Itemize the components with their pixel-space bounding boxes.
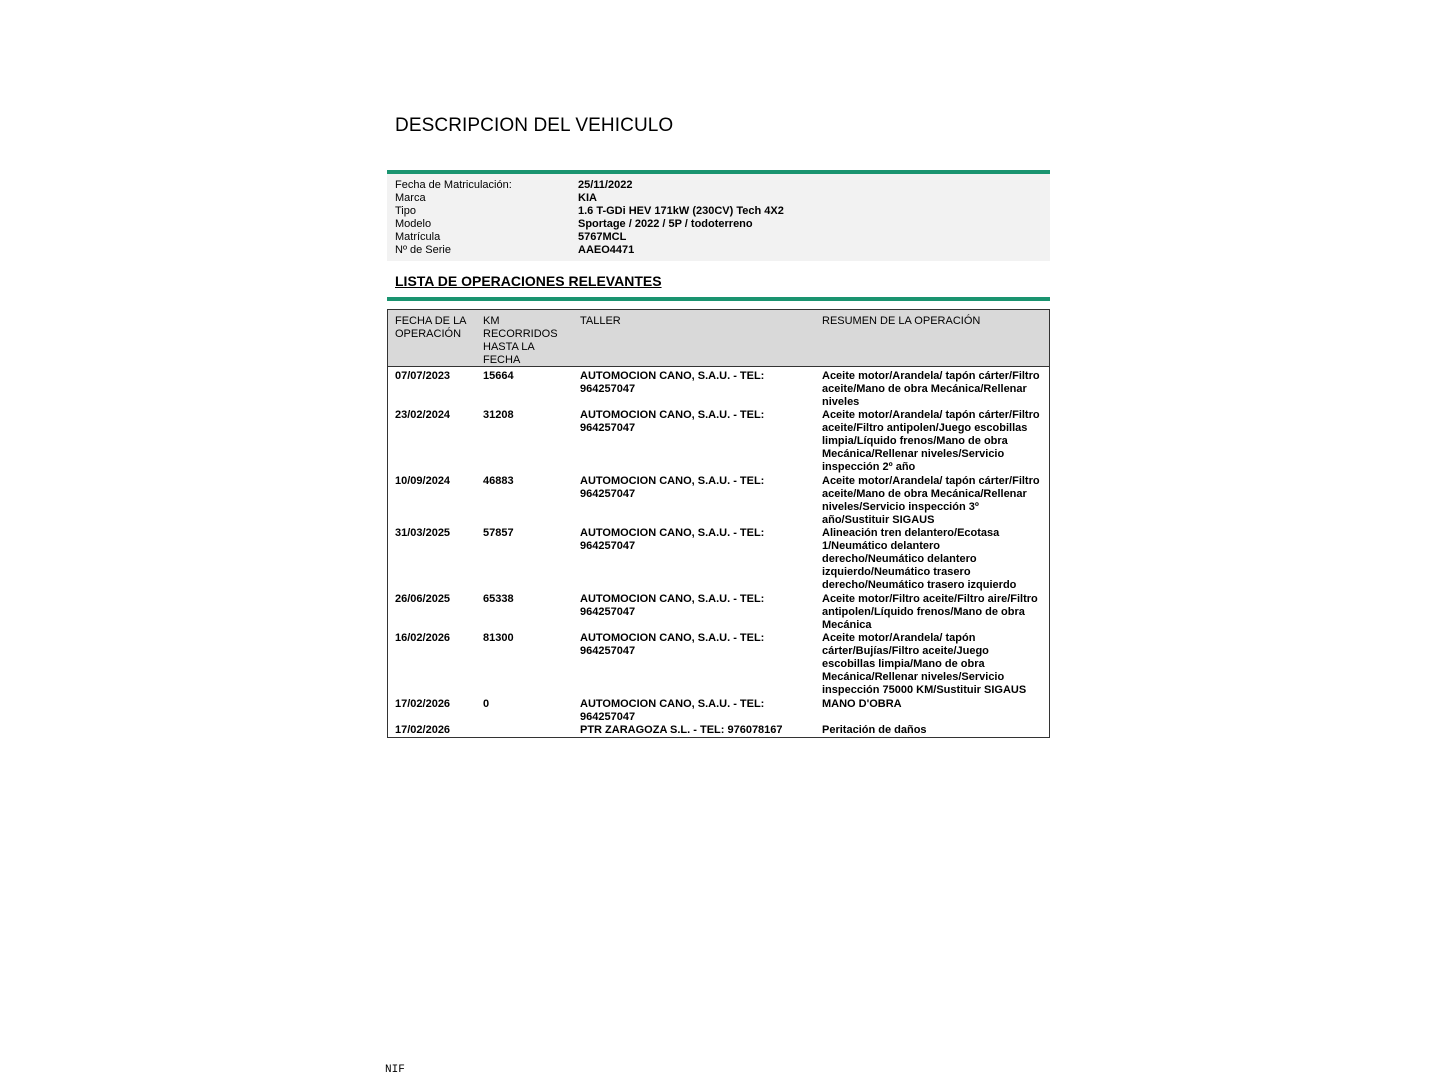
vehicle-details-panel — [387, 174, 1050, 261]
field-value: 5767MCL — [578, 231, 627, 243]
cell-fecha: 10/09/2024 — [395, 475, 451, 487]
cell-km: 81300 — [483, 632, 514, 644]
field-label: Nº de Serie — [395, 244, 451, 256]
cell-taller: AUTOMOCION CANO, S.A.U. - TEL: 964257047 — [580, 475, 765, 501]
operations-table — [387, 309, 1050, 738]
header-fecha: FECHA DE LA OPERACIÓN — [395, 315, 466, 340]
cell-resumen: Aceite motor/Filtro aceite/Filtro aire/Filtro antipolen/Líquido frenos/Mano de obra Mecánica — [822, 593, 1038, 632]
cell-resumen: Aceite motor/Arandela/ tapón cárter/Filtro aceite/Filtro antipolen/Juego escobillas limpia/Líquido frenos/Mano de obra Mecánica/Rellenar niveles/Servicio inspección 2º año — [822, 409, 1040, 474]
cell-resumen: MANO D'OBRA — [822, 698, 902, 710]
footer-nif: NIF — [385, 1064, 405, 1076]
cell-km: 57857 — [483, 527, 514, 539]
cell-fecha: 17/02/2026 — [395, 698, 451, 710]
cell-fecha: 16/02/2026 — [395, 632, 451, 644]
field-value: 1.6 T-GDi HEV 171kW (230CV) Tech 4X2 — [578, 205, 784, 217]
cell-km: 31208 — [483, 409, 514, 421]
field-value: 25/11/2022 — [578, 179, 633, 191]
cell-fecha: 17/02/2026 — [395, 724, 451, 736]
field-label: Tipo — [395, 205, 416, 217]
cell-fecha: 07/07/2023 — [395, 370, 451, 382]
field-label: Matrícula — [395, 231, 441, 243]
field-label: Marca — [395, 192, 426, 204]
cell-resumen: Aceite motor/Arandela/ tapón cárter/Filtro aceite/Mano de obra Mecánica/Rellenar niveles — [822, 370, 1040, 409]
cell-km: 15664 — [483, 370, 514, 382]
cell-taller: AUTOMOCION CANO, S.A.U. - TEL: 964257047 — [580, 593, 765, 619]
field-label: Modelo — [395, 218, 432, 230]
cell-resumen: Alineación tren delantero/Ecotasa 1/Neumático delantero derecho/Neumático delantero izquierdo/Neumático trasero derecho/Neumático trasero izquierdo — [822, 527, 1017, 592]
section-divider — [387, 297, 1050, 301]
field-value: KIA — [578, 192, 597, 204]
cell-fecha: 26/06/2025 — [395, 593, 451, 605]
page-title: DESCRIPCION DEL VEHICULO — [395, 115, 674, 136]
table-header — [388, 310, 1049, 367]
cell-fecha: 23/02/2024 — [395, 409, 451, 421]
field-label: Fecha de Matriculación: — [395, 179, 512, 191]
cell-km: 46883 — [483, 475, 514, 487]
cell-taller: AUTOMOCION CANO, S.A.U. - TEL: 964257047 — [580, 698, 765, 724]
cell-km: 0 — [483, 698, 490, 710]
cell-taller: AUTOMOCION CANO, S.A.U. - TEL: 964257047 — [580, 370, 765, 396]
field-value: Sportage / 2022 / 5P / todoterreno — [578, 218, 753, 230]
cell-taller: PTR ZARAGOZA S.L. - TEL: 976078167 — [580, 724, 783, 736]
cell-taller: AUTOMOCION CANO, S.A.U. - TEL: 964257047 — [580, 632, 765, 658]
header-km: KM RECORRIDOS HASTA LA FECHA — [483, 315, 558, 366]
operations-section-title: LISTA DE OPERACIONES RELEVANTES — [395, 273, 662, 289]
cell-taller: AUTOMOCION CANO, S.A.U. - TEL: 964257047 — [580, 409, 765, 435]
cell-taller: AUTOMOCION CANO, S.A.U. - TEL: 964257047 — [580, 527, 765, 553]
header-resumen: RESUMEN DE LA OPERACIÓN — [822, 315, 981, 327]
field-value: AAEO4471 — [578, 244, 635, 256]
cell-fecha: 31/03/2025 — [395, 527, 451, 539]
cell-resumen: Aceite motor/Arandela/ tapón cárter/Bujías/Filtro aceite/Juego escobillas limpia/Mano de obra Mecánica/Rellenar niveles/Servicio inspección 75000 KM/Sustituir SIGAUS — [822, 632, 1027, 697]
cell-resumen: Peritación de daños — [822, 724, 927, 736]
cell-resumen: Aceite motor/Arandela/ tapón cárter/Filtro aceite/Mano de obra Mecánica/Rellenar niveles/Servicio inspección 3º año/Sustituir SIGAUS — [822, 475, 1040, 527]
header-taller: TALLER — [580, 315, 621, 327]
cell-km: 65338 — [483, 593, 514, 605]
